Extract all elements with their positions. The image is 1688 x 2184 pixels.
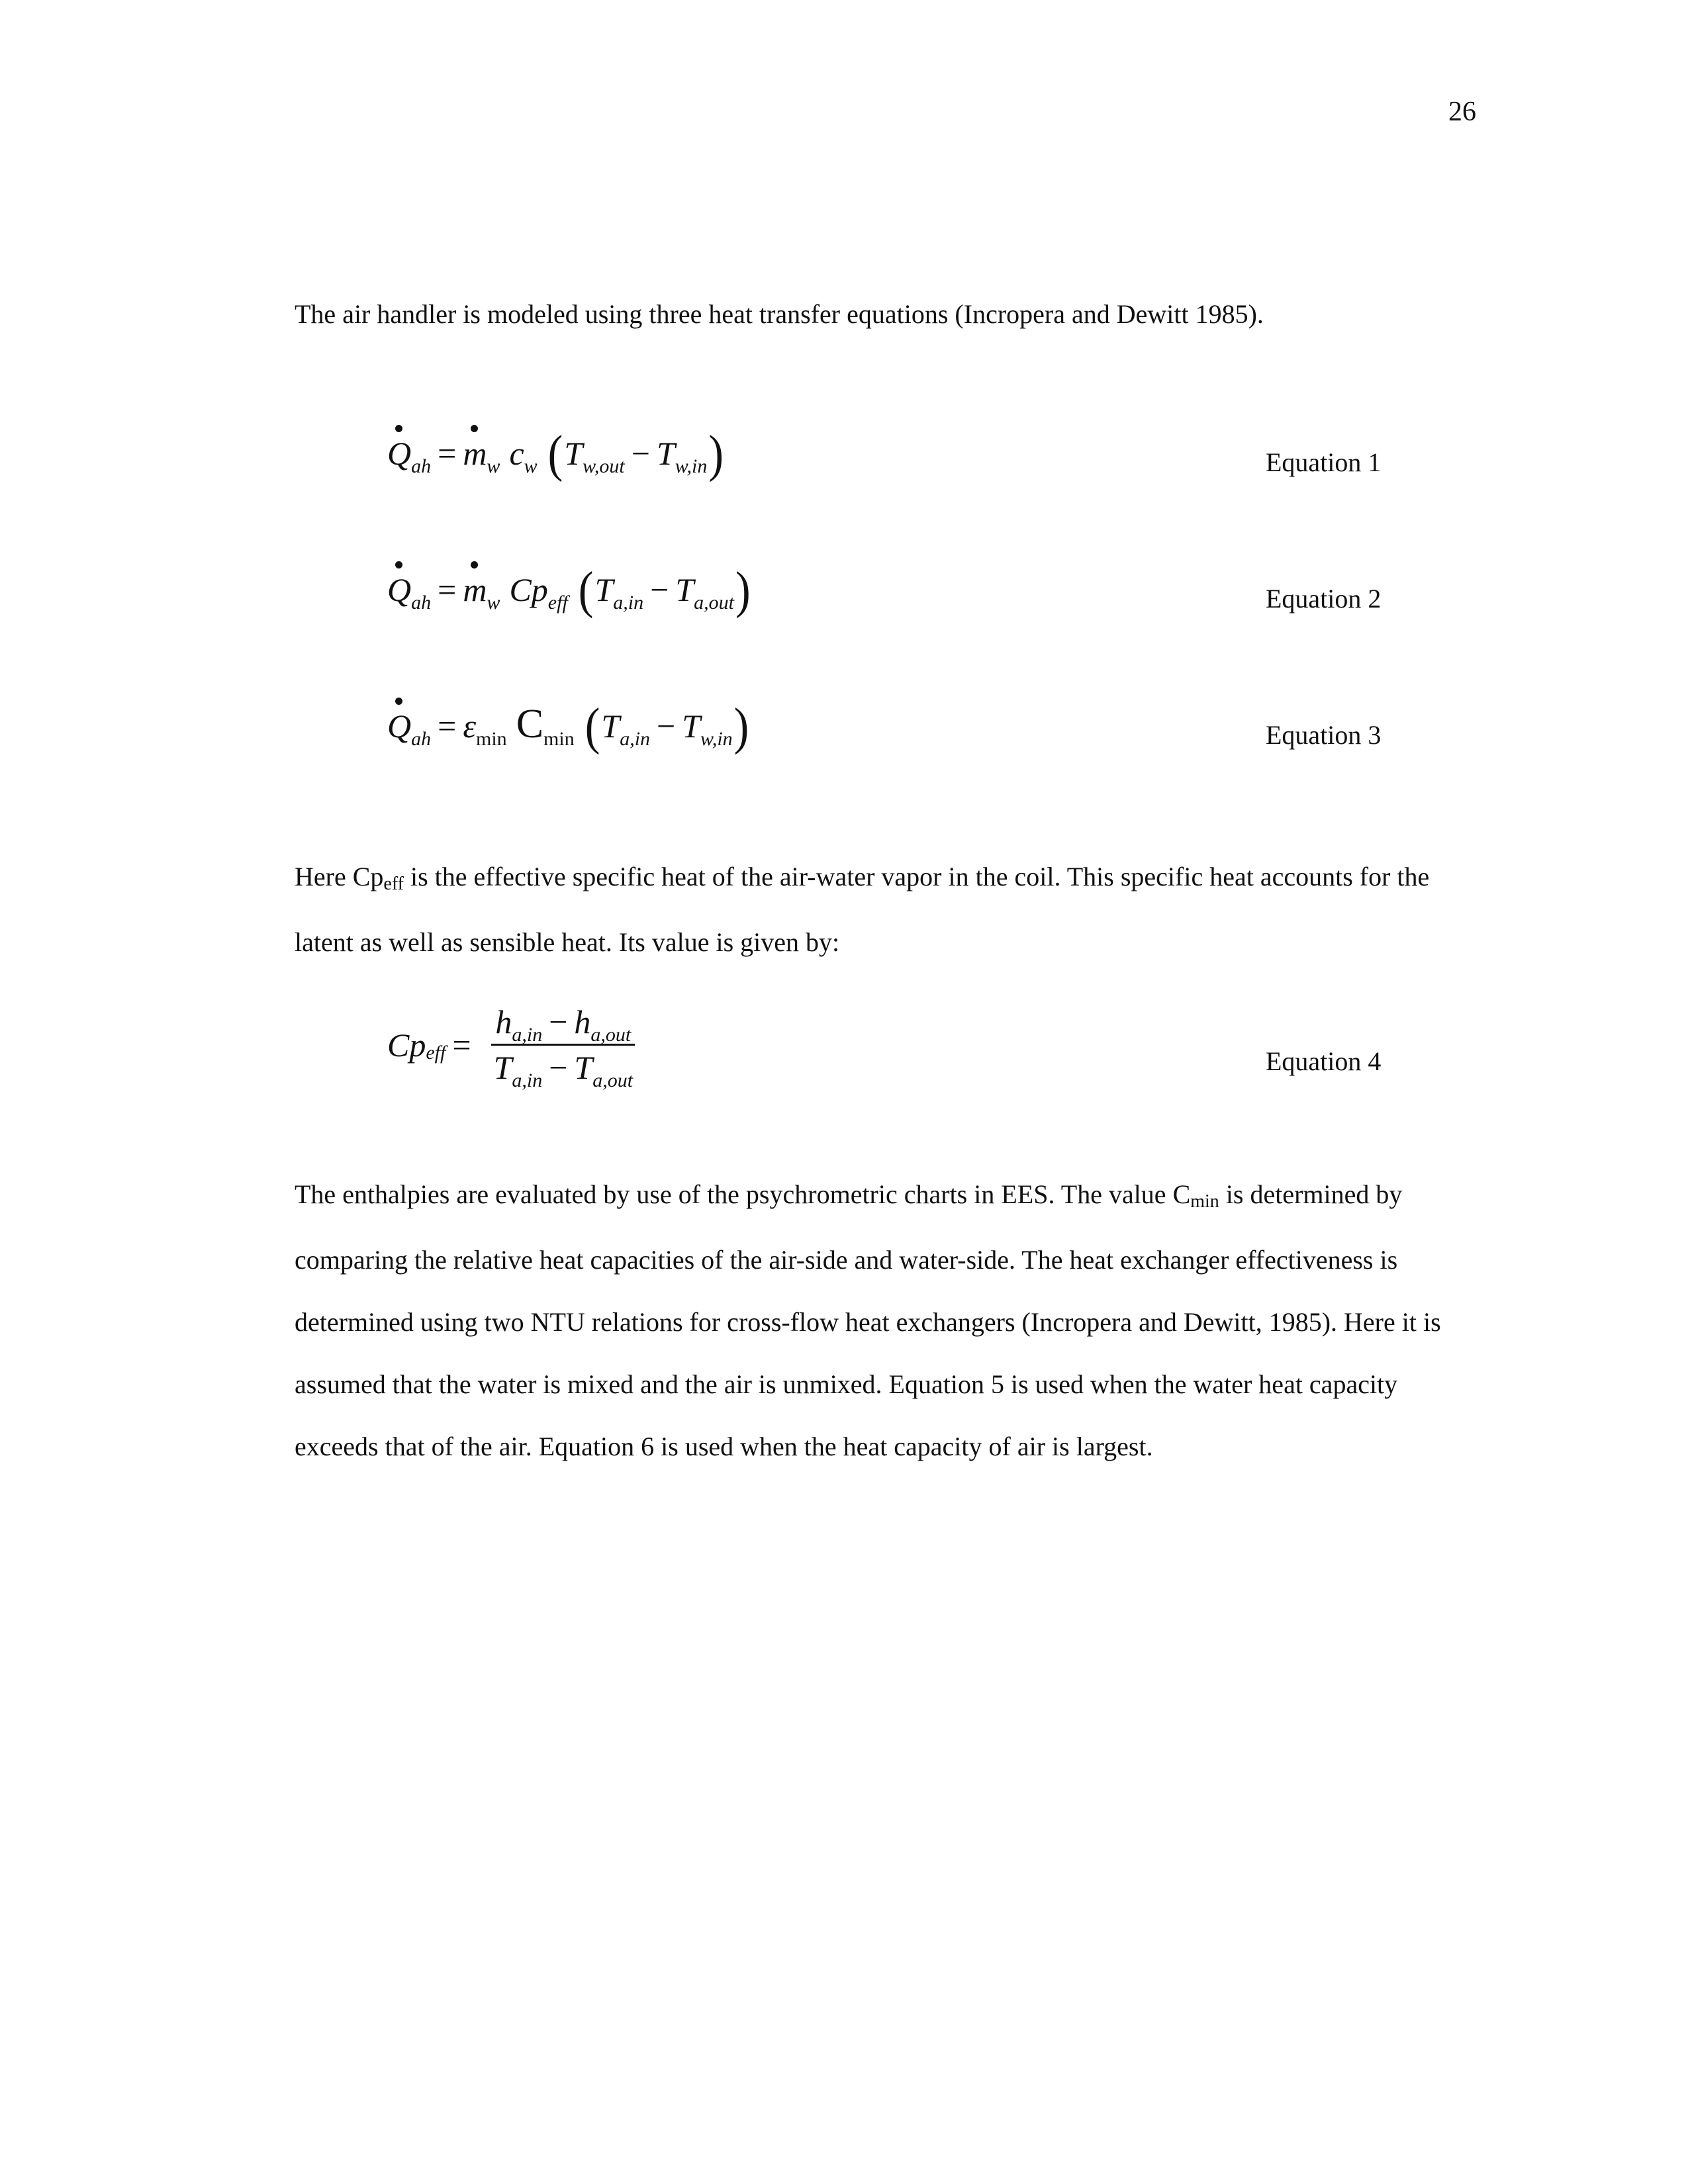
page-number: 26 [1448,97,1476,127]
equation-3-label: Equation 3 [1266,720,1382,750]
cp-text: is the effective specific heat of the air-water vapor in the coil. This specific heat accounts for the latent as well as sensible heat. Its value is given by: [295,862,1430,957]
cp-prefix: Here Cp [295,862,384,891]
enthalpy-subscript: min [1190,1191,1219,1212]
cp-subscript: eff [383,874,404,894]
enthalpy-text: is determined by comparing the relative heat capacities of the air-side and water-side. The heat exchanger effectiveness is determined using two NTU relations for cross-flow heat exchangers (Incropera and Dewitt, 1985). Here it is assumed that the water is mixed and the air is unmixed. Equation 5 is used when the water heat capacity exceeds that of the air. Equation 6 is used when the heat capacity of air is largest. [295,1179,1441,1461]
equation-1-label: Equation 1 [1266,447,1382,477]
equation-4-fraction: $\frac{h_{a,in} - h_{a,out}}{T_{a,in} - T_{a,out}}$ [490,1003,637,1087]
equation-1: Q ah = m w c w ( T w,out − T w,in ) [387,424,724,482]
equation-4-label: Equation 4 [1266,1046,1382,1076]
enthalpy-prefix: The enthalpies are evaluated by use of the psychrometric charts in EES. The value C [295,1179,1191,1209]
equation-4: Cp eff = $\frac{h_{a,in} - h_{a,out}}{T_{a,in} - T_{a,out}}$ [387,1003,637,1087]
equation-3: Q ah = ε min C min ( T a,in − T w,in ) [387,697,749,755]
enthalpy-paragraph [295,1163,1479,1478]
equation-2: Q ah = m w Cp eff ( T a,in − T a,out ) [387,561,751,619]
intro-paragraph: The air handler is modeled using three heat transfer equations (Incropera and Dewitt 1985). [295,299,1264,329]
cp-paragraph [295,846,1479,974]
equation-2-label: Equation 2 [1266,584,1382,614]
